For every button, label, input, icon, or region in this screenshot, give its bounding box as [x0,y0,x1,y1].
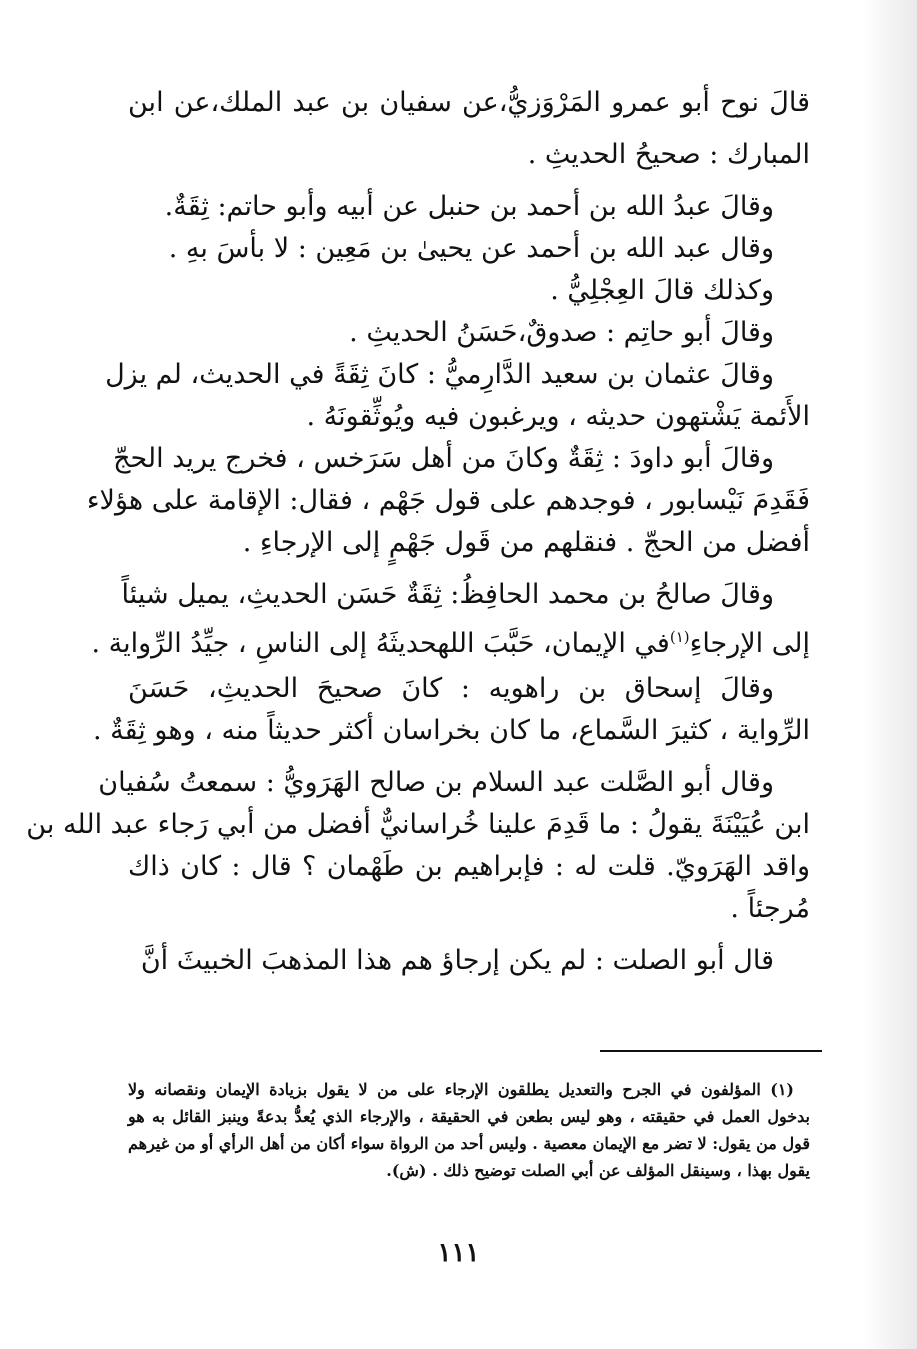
text-line: فَقَدِمَ نَيْسابور ، فوجدهم على قول جَهْم ، فقال: الإقامة على هؤلاء [86,485,810,516]
text-line: وقالَ عثمان بن سعيد الدَّارِميُّ : كانَ ثِقَةً في الحديث، لم يزل [105,359,774,390]
text-line: المبارك : صحيحُ الحديثِ . [527,139,810,170]
text-line: وقالَ إسحاق بن راهويه : كانَ صحيحَ الحديثِ، حَسَنَ [128,673,774,704]
footnote-line: بدخول العمل في حقيقته ، وهو ليس بطعن في الحقيقة ، والإرجاء الذي يُعدُّ بدعةً وينبز القائل به هو [128,1107,810,1126]
text-line: واقد الهَرَويّ. قلت له : فإبراهيم بن طَهْمان ؟ قال : كان ذاك [128,851,810,882]
footnote-separator [600,1050,822,1052]
text-line: وقالَ أبو داودَ : ثِقَةٌ وكانَ من أهل سَرَخس ، فخرج يريد الحجّ [113,443,774,474]
page-edge-shadow [863,0,917,1349]
text-line: الرِّواية ، كثيرَ السَّماع، ما كان بخراسان أكثر حديثاً منه ، وهو ثِقَةٌ . [93,715,810,746]
text-line: وقالَ صالحُ بن محمد الحافِظُ: ثِقَةٌ حَسَن الحديثِ، يميل شيئاً [121,579,774,610]
footnotes [128,1076,810,1184]
footnote-line: يقول بهذا ، وسينقل المؤلف عن أبي الصلت توضيح ذلك . (ش). [386,1161,810,1180]
page-number: ١١١ [437,1238,480,1268]
text-line: وقالَ أبو حاتِم : صدوقٌ،حَسَنُ الحديثِ . [349,317,774,348]
text-line: ابن عُيَيْنَةَ يقولُ : ما قَدِمَ علينا خُراسانيٌّ أفضل من أبي رَجاء عبد الله بن [26,809,810,840]
text-line: قالَ نوح أبو عمرو المَرْوَزيُّ،عن سفيان بن عبد الملك،عن ابن [128,87,810,118]
text-line: وكذلك قالَ العِجْلِيُّ . [550,275,774,306]
text-line: أفضل من الحجّ . فنقلهم من قَول جَهْمٍ إلى الإرجاءِ . [242,527,810,558]
main-text [26,82,810,982]
text-line [91,616,810,659]
text-line: قال أبو الصلت : لم يكن إرجاؤ هم هذا المذهبَ الخبيثَ أنَّ [140,945,774,976]
footnote-line: (١) المؤلفون في الجرح والتعديل يطلقون الإرجاء على من لا يقول بزيادة الإيمان ونقصانه ولا [128,1080,794,1099]
text-fragment: في الإيمان، حَبَّبَ اللهحديثَهُ إلى الناسِ ، جيِّدُ الرِّواية . [91,628,670,659]
text-line: وقال أبو الصَّلت عبد السلام بن صالح الهَرَويُّ : سمعتُ سُفيان [98,767,774,798]
footnote-marker: (١) [669,628,690,646]
text-line: وقالَ عبدُ الله بن أحمد بن حنبل عن أبيه وأبو حاتم: ثِقَةٌ. [164,191,774,222]
text-line: مُرجئاً . [730,893,810,924]
footnote-line: قول من يقول: لا تضر مع الإيمان معصية . وليس أحد من الرواة سواء أكان من أهل الرأي أو من غيرهم [128,1134,810,1153]
text-fragment: إلى الإرجاءِ [689,628,810,659]
text-line: وقال عبد الله بن أحمد عن يحيىٰ بن مَعِين : لا بأسَ بهِ . [168,233,774,264]
text-line: الأَئمة يَشْتهون حديثه ، ويرغبون فيه ويُوثِّقونَهُ . [306,401,810,432]
